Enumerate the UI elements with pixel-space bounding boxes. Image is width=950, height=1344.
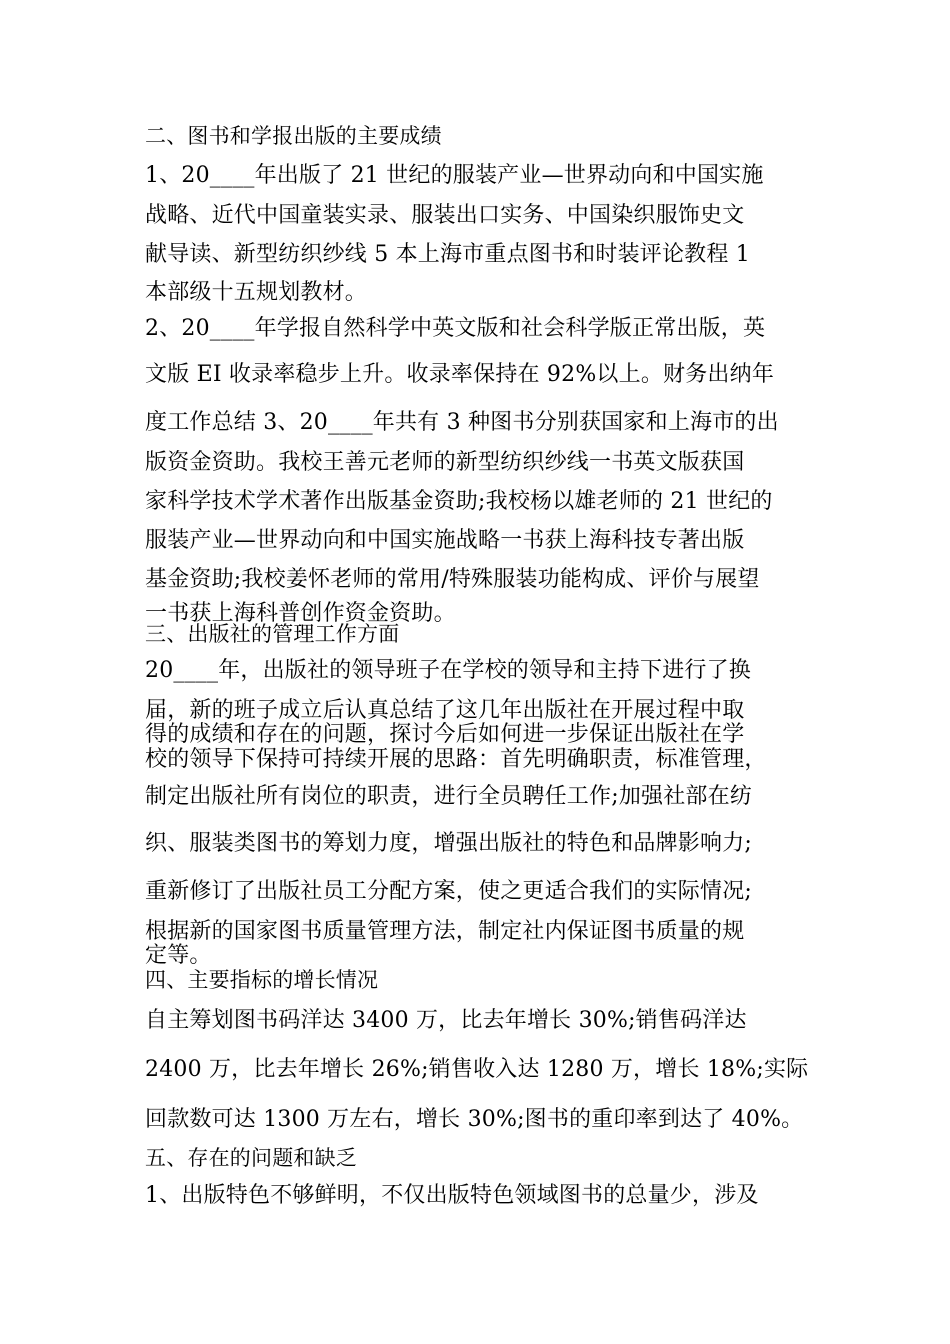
text-line: 服装产业—世界动向和中国实施战略一书获上海科技专著出版 (145, 528, 745, 553)
text-line: 文版 EI 收录率稳步上升。收录率保持在 92%以上。财务出纳年 (145, 362, 775, 387)
text-line: 20____年，出版社的领导班子在学校的领导和主持下进行了换 (145, 658, 751, 683)
text-line: 基金资助;我校姜怀老师的常用/特殊服装功能构成、评价与展望 (145, 567, 760, 592)
heading-section-4: 四、主要指标的增长情况 (145, 968, 379, 992)
text-line: 度工作总结 3、20____年共有 3 种图书分别获国家和上海市的出 (145, 410, 779, 435)
text-line: 根据新的国家图书质量管理方法，制定社内保证图书质量的规 (145, 919, 745, 944)
text-line: 届，新的班子成立后认真总结了这几年出版社在开展过程中取 (145, 698, 745, 723)
text-line: 得的成绩和存在的问题，探讨今后如何进一步保证出版社在学 (145, 722, 745, 747)
text-line: 2400 万，比去年增长 26%;销售收入达 1280 万，增长 18%;实际 (145, 1057, 809, 1082)
heading-section-3: 三、出版社的管理工作方面 (145, 622, 400, 646)
text-line: 1、20____年出版了 21 世纪的服装产业—世界动向和中国实施 (145, 163, 764, 188)
text-line: 1、出版特色不够鲜明，不仅出版特色领域图书的总量少，涉及 (145, 1183, 759, 1208)
text-line: 一书获上海科普创作资金资助。 (145, 601, 456, 626)
text-line: 自主筹划图书码洋达 3400 万，比去年增长 30%;销售码洋达 (145, 1008, 747, 1033)
text-line: 重新修订了出版社员工分配方案，使之更适合我们的实际情况; (145, 879, 753, 904)
text-line: 校的领导下保持可持续开展的思路：首先明确职责，标准管理， (145, 747, 767, 772)
text-line: 定等。 (145, 943, 212, 968)
text-line: 本部级十五规划教材。 (145, 280, 368, 305)
text-line: 制定出版社所有岗位的职责，进行全员聘任工作;加强社部在纺 (145, 784, 753, 809)
text-line: 2、20____年学报自然科学中英文版和社会科学版正常出版，英 (145, 316, 766, 341)
text-line: 家科学技术学术著作出版基金资助;我校杨以雄老师的 21 世纪的 (145, 489, 773, 514)
text-line: 献导读、新型纺织纱线 5 本上海市重点图书和时装评论教程 1 (145, 242, 750, 267)
text-line: 织、服装类图书的筹划力度，增强出版社的特色和品牌影响力; (145, 831, 753, 856)
heading-section-5: 五、存在的问题和缺乏 (145, 1146, 357, 1170)
heading-section-2: 二、图书和学报出版的主要成绩 (145, 124, 442, 148)
text-line: 回款数可达 1300 万左右，增长 30%;图书的重印率到达了 40%。 (145, 1107, 804, 1132)
text-line: 战略、近代中国童装实录、服装出口实务、中国染织服饰史文 (145, 203, 745, 228)
text-line: 版资金资助。我校王善元老师的新型纺织纱线一书英文版获国 (145, 450, 745, 475)
